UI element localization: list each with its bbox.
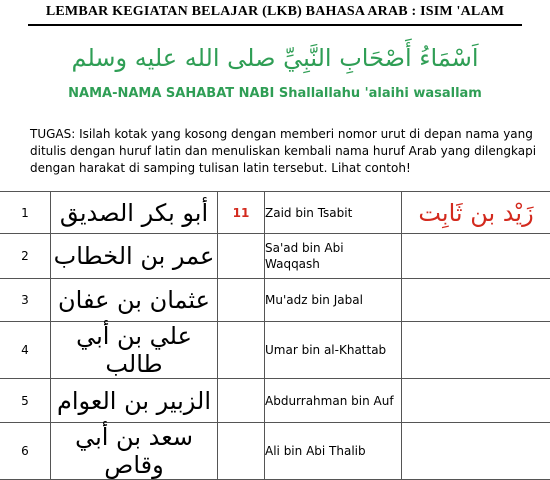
latin-name: Sa'ad bin Abi Waqqash — [265, 234, 402, 279]
subtitle: NAMA-NAMA SAHABAT NABI Shallallahu 'alaihi wasallam — [0, 86, 550, 101]
arabic-title: اَسْمَاءُ أَصْحَابِ النَّبِيِّ صلى الله عليه وسلم — [0, 44, 550, 72]
table-row — [0, 379, 550, 423]
worksheet-table — [0, 191, 550, 480]
arabic-name: الزبير بن العوام — [51, 379, 218, 423]
row-number: 5 — [0, 379, 51, 423]
arabic-name: عثمان بن عفان — [51, 279, 218, 322]
row-number: 6 — [0, 423, 51, 480]
row-number: 4 — [0, 322, 51, 379]
latin-name: Ali bin Abi Thalib — [265, 423, 402, 480]
instruction-line: ditulis dengan huruf latin dan menuliskan kembali nama huruf Arab yang dilengkapi — [30, 143, 530, 160]
table-row — [0, 279, 550, 322]
table-row — [0, 322, 550, 379]
row-number: 2 — [0, 234, 51, 279]
arabic-answer-cell[interactable]: زَيْد بن ثَابِت — [402, 192, 550, 234]
arabic-answer-cell[interactable] — [402, 379, 550, 423]
answer-number-cell[interactable] — [218, 279, 265, 322]
latin-name: Mu'adz bin Jabal — [265, 279, 402, 322]
answer-number-cell[interactable] — [218, 423, 265, 480]
page-title: LEMBAR KEGIATAN BELAJAR (LKB) BAHASA ARAB : ISIM 'ALAM — [0, 4, 550, 20]
table-row — [0, 234, 550, 279]
arabic-answer-cell[interactable] — [402, 322, 550, 379]
row-number: 3 — [0, 279, 51, 322]
task-instructions — [30, 126, 530, 177]
arabic-name: علي بن أبي طالب — [51, 322, 218, 379]
page-header — [0, 0, 550, 30]
latin-name: Umar bin al-Khattab — [265, 322, 402, 379]
answer-number-cell[interactable] — [218, 322, 265, 379]
arabic-name: سعد بن أبي وقاص — [51, 423, 218, 480]
answer-number-cell[interactable] — [218, 379, 265, 423]
header-divider — [28, 24, 522, 26]
latin-name: Zaid bin Tsabit — [265, 192, 402, 234]
arabic-answer-cell[interactable] — [402, 423, 550, 480]
answer-number-cell[interactable]: 11 — [218, 192, 265, 234]
arabic-name: عمر بن الخطاب — [51, 234, 218, 279]
instruction-line: TUGAS: Isilah kotak yang kosong dengan memberi nomor urut di depan nama yang — [30, 126, 530, 143]
latin-name: Abdurrahman bin Auf — [265, 379, 402, 423]
arabic-name: أبو بكر الصديق — [51, 192, 218, 234]
answer-number-cell[interactable] — [218, 234, 265, 279]
arabic-answer-cell[interactable] — [402, 279, 550, 322]
table-row — [0, 423, 550, 480]
arabic-answer-cell[interactable] — [402, 234, 550, 279]
row-number: 1 — [0, 192, 51, 234]
table-row — [0, 192, 550, 234]
instruction-line: dengan harakat di samping tulisan latin tersebut. Lihat contoh! — [30, 160, 530, 177]
